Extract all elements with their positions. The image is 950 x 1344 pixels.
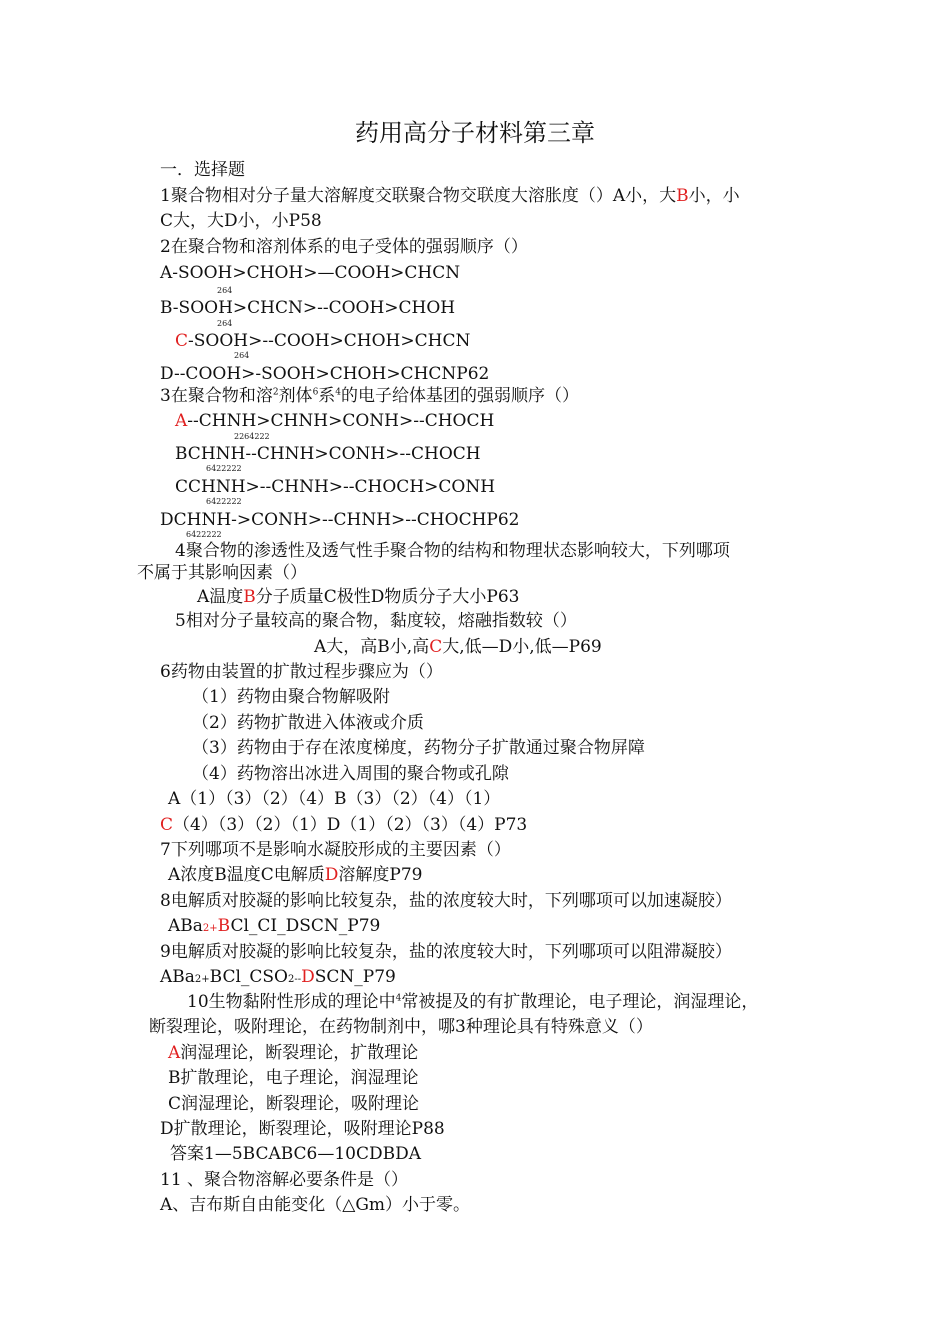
- question-10-stem-line-2: 断裂理论，吸附理论，在药物制剂中，哪3种理论具有特殊意义（）: [149, 1017, 653, 1037]
- q9-option-rest: SCN_P79: [314, 967, 396, 987]
- question-6-step-3: （3）药物由于存在浓度梯度，药物分子扩散通过聚合物屏障: [192, 738, 645, 758]
- question-6-step-2: （2）药物扩散进入体液或介质: [192, 713, 424, 733]
- question-1-line-2: C大，大D小，小P58: [160, 211, 322, 231]
- question-3-option-c: CCHNH>--CHNH>--CHOCH>CONH: [175, 477, 496, 497]
- q3-stem-d: 的电子给体基团的强弱顺序（）: [341, 386, 580, 406]
- q10-sup: 4: [395, 993, 402, 1004]
- q7-option-a: A浓度B温度C电解质: [168, 865, 325, 885]
- question-2-option-c: [175, 330, 470, 352]
- q4-answer-marker: B: [243, 587, 256, 607]
- q7-option-rest: 溶解度P79: [338, 865, 423, 885]
- question-5-options: [314, 636, 602, 658]
- q1-answer-marker: B: [676, 186, 689, 206]
- q3-option-a-text: --CHNH>CHNH>CONH>--CHOCH: [187, 411, 495, 431]
- question-5-stem: 5相对分子量较高的聚合物，黏度较，熔融指数较（）: [175, 611, 577, 631]
- question-9-options: [160, 966, 396, 991]
- question-2-option-b: B-SOOH>CHCN>--COOH>CHOH: [160, 298, 456, 318]
- question-10-option-c: C润湿理论，断裂理论，吸附理论: [168, 1094, 420, 1114]
- question-9-stem: 9电解质对胶凝的影响比较复杂，盐的浓度较大时，下列哪项可以阻滞凝胶）: [160, 942, 732, 962]
- question-6-options-ab: A（1）（3）（2）（4）B（3）（2）（4）（1）: [168, 789, 501, 809]
- q10-stem-b: 常被提及的有扩散理论，电子理论，润湿理论，: [401, 992, 759, 1012]
- q3-sup-3: 4: [335, 387, 342, 398]
- question-8-stem: 8电解质对胶凝的影响比较复杂，盐的浓度较大时，下列哪项可以加速凝胶）: [160, 891, 732, 911]
- question-2-stem: 2在聚合物和溶剂体系的电子受体的强弱顺序（）: [160, 237, 528, 257]
- question-2-option-a-subscripts: 264: [217, 286, 233, 295]
- q7-answer-marker: D: [324, 865, 339, 885]
- q8-answer-marker: B: [217, 916, 231, 936]
- question-3-option-d: DCHNH->CONH>--CHNH>--CHOCHP62: [160, 510, 520, 530]
- q6-answer-marker: C: [160, 815, 174, 835]
- question-1-line-1: [160, 185, 740, 207]
- question-3-stem: [160, 385, 579, 407]
- question-3-option-a-subscripts: 2264222: [234, 432, 270, 441]
- q9-charge-a: 2+: [194, 974, 210, 985]
- question-7-stem: 7下列哪项不是影响水凝胶形成的主要因素（）: [160, 840, 511, 860]
- q9-charge-b: 2--: [288, 974, 302, 985]
- q8-option-rest: Cl_CI_DSCN_P79: [230, 916, 381, 936]
- q10-answer-marker: A: [168, 1043, 181, 1063]
- q9-answer-marker: D: [301, 967, 315, 987]
- q3-sup-1: 2: [272, 387, 279, 398]
- q5-option-a: A大，高B小,高: [314, 637, 430, 657]
- question-8-options: [168, 915, 380, 940]
- q5-option-rest: 大,低—D小,低—P69: [442, 637, 602, 657]
- question-7-options: [168, 864, 423, 886]
- q3-stem-a: 3在聚合物和溶: [160, 386, 273, 406]
- q8-option-a: ABa: [168, 916, 203, 936]
- q3-stem-b: 剂体: [278, 386, 313, 406]
- question-11-option-a: A、吉布斯自由能变化（△Gm）小于零。: [160, 1195, 471, 1215]
- question-2-option-a: A-SOOH>CHOH>—COOH>CHCN: [160, 263, 461, 283]
- question-3-option-b-subscripts: 6422222: [206, 464, 242, 473]
- question-6-stem: 6药物由装置的扩散过程步骤应为（）: [160, 662, 443, 682]
- question-3-option-d-subscripts: 6422222: [186, 530, 222, 539]
- question-11-stem: 11 、聚合物溶解必要条件是（）: [160, 1170, 409, 1190]
- question-2-option-b-subscripts: 264: [217, 319, 233, 328]
- q8-charge: 2+: [202, 923, 218, 934]
- q9-option-a: ABa: [160, 967, 195, 987]
- q1-text-a: 1聚合物相对分子量大溶解度交联聚合物交联度大溶胀度（）A小，大: [160, 186, 677, 206]
- question-4-options: [197, 586, 520, 608]
- question-6-step-4: （4）药物溶出冰进入周围的聚合物或孔隙: [192, 764, 509, 784]
- question-10-option-d: D扩散理论，断裂理论，吸附理论P88: [160, 1119, 445, 1139]
- answer-key: 答案1—5BCABC6—10CDBDA: [170, 1144, 422, 1164]
- q3-stem-c: 系: [318, 386, 336, 406]
- question-10-option-a: [168, 1042, 418, 1064]
- question-4-stem-line-2: 不属于其影响因素（）: [137, 563, 307, 583]
- question-6-step-1: （1）药物由聚合物解吸附: [192, 687, 390, 707]
- q3-sup-2: 6: [312, 387, 319, 398]
- q1-text-c: 小，小: [688, 186, 740, 206]
- q5-answer-marker: C: [429, 637, 443, 657]
- q6-option-cd-text: （4）（3）（2）（1）D（1）（2）（3）（4）P73: [173, 815, 528, 835]
- q2-option-c-text: -SOOH>--COOH>CHOH>CHCN: [188, 331, 471, 351]
- q10-option-a-text: 润湿理论，断裂理论，扩散理论: [180, 1043, 419, 1063]
- question-3-option-a: [175, 410, 494, 432]
- q9-option-b: BCl_CSO: [209, 967, 288, 987]
- question-2-option-d: D--COOH>-SOOH>CHOH>CHCNP62: [160, 364, 490, 384]
- page-title: 药用高分子材料第三章: [355, 119, 595, 147]
- question-10-stem-line-1: [187, 991, 758, 1013]
- question-3-option-b: BCHNH--CHNH>CONH>--CHOCH: [175, 444, 481, 464]
- q4-option-a: A温度: [197, 587, 244, 607]
- q3-answer-marker: A: [175, 411, 188, 431]
- question-3-option-c-subscripts: 6422222: [206, 497, 242, 506]
- question-10-option-b: B扩散理论，电子理论，润湿理论: [168, 1068, 419, 1088]
- section-heading: 一．选择题: [160, 160, 245, 180]
- q10-stem-a: 10生物黏附性形成的理论中: [187, 992, 396, 1012]
- question-6-options-cd: [160, 814, 527, 836]
- q2-answer-marker: C: [175, 331, 189, 351]
- q4-option-rest: 分子质量C极性D物质分子大小P63: [255, 587, 520, 607]
- question-4-stem-line-1: 4聚合物的渗透性及透气性手聚合物的结构和物理状态影响较大，下列哪项: [175, 541, 730, 561]
- question-2-option-c-subscripts: 264: [234, 351, 250, 360]
